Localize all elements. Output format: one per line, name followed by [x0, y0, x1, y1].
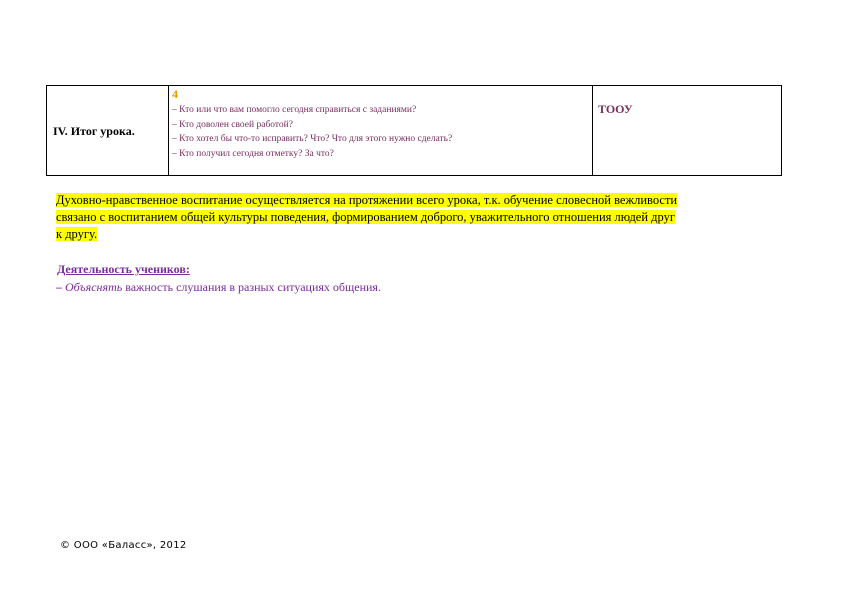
activity-dash: – [56, 280, 62, 294]
paragraph-line: Духовно-нравственное воспитание осуществляется на протяжении всего урока, т.к. обучение словесной вежливости [56, 193, 678, 207]
question-list [169, 103, 592, 161]
copyright-footer: © ООО «Баласс», 2012 [60, 540, 187, 551]
table-row [47, 86, 782, 176]
ouud-cell [593, 86, 782, 176]
stage-cell [47, 86, 169, 176]
list-item: – Кто или что вам помогло сегодня справиться с заданиями? [172, 105, 417, 115]
activity-line [56, 280, 381, 295]
activity-verb: Объяснять [65, 280, 123, 294]
list-item: – Кто хотел бы что-то исправить? Что? Что для этого нужно сделать? [172, 134, 453, 145]
list-item: – Кто доволен своей работой? [172, 119, 293, 130]
content-cell [169, 86, 593, 176]
activity-heading: Деятельность учеников: [57, 262, 190, 276]
activity-text: важность слушания в разных ситуациях общения. [122, 280, 381, 294]
ouud-label: ТООУ [598, 102, 633, 116]
highlighted-paragraph [56, 192, 776, 244]
list-item: – Кто получил сегодня отметку? За что? [172, 148, 334, 159]
step-number: 4 [172, 87, 178, 101]
paragraph-line: связано с воспитанием общей культуры поведения, формированием доброго, уважительного отношения людей друг [56, 210, 675, 225]
lesson-table [46, 85, 782, 176]
stage-title: IV. Итог урока. [53, 124, 135, 138]
paragraph-line: к другу. [56, 227, 98, 242]
